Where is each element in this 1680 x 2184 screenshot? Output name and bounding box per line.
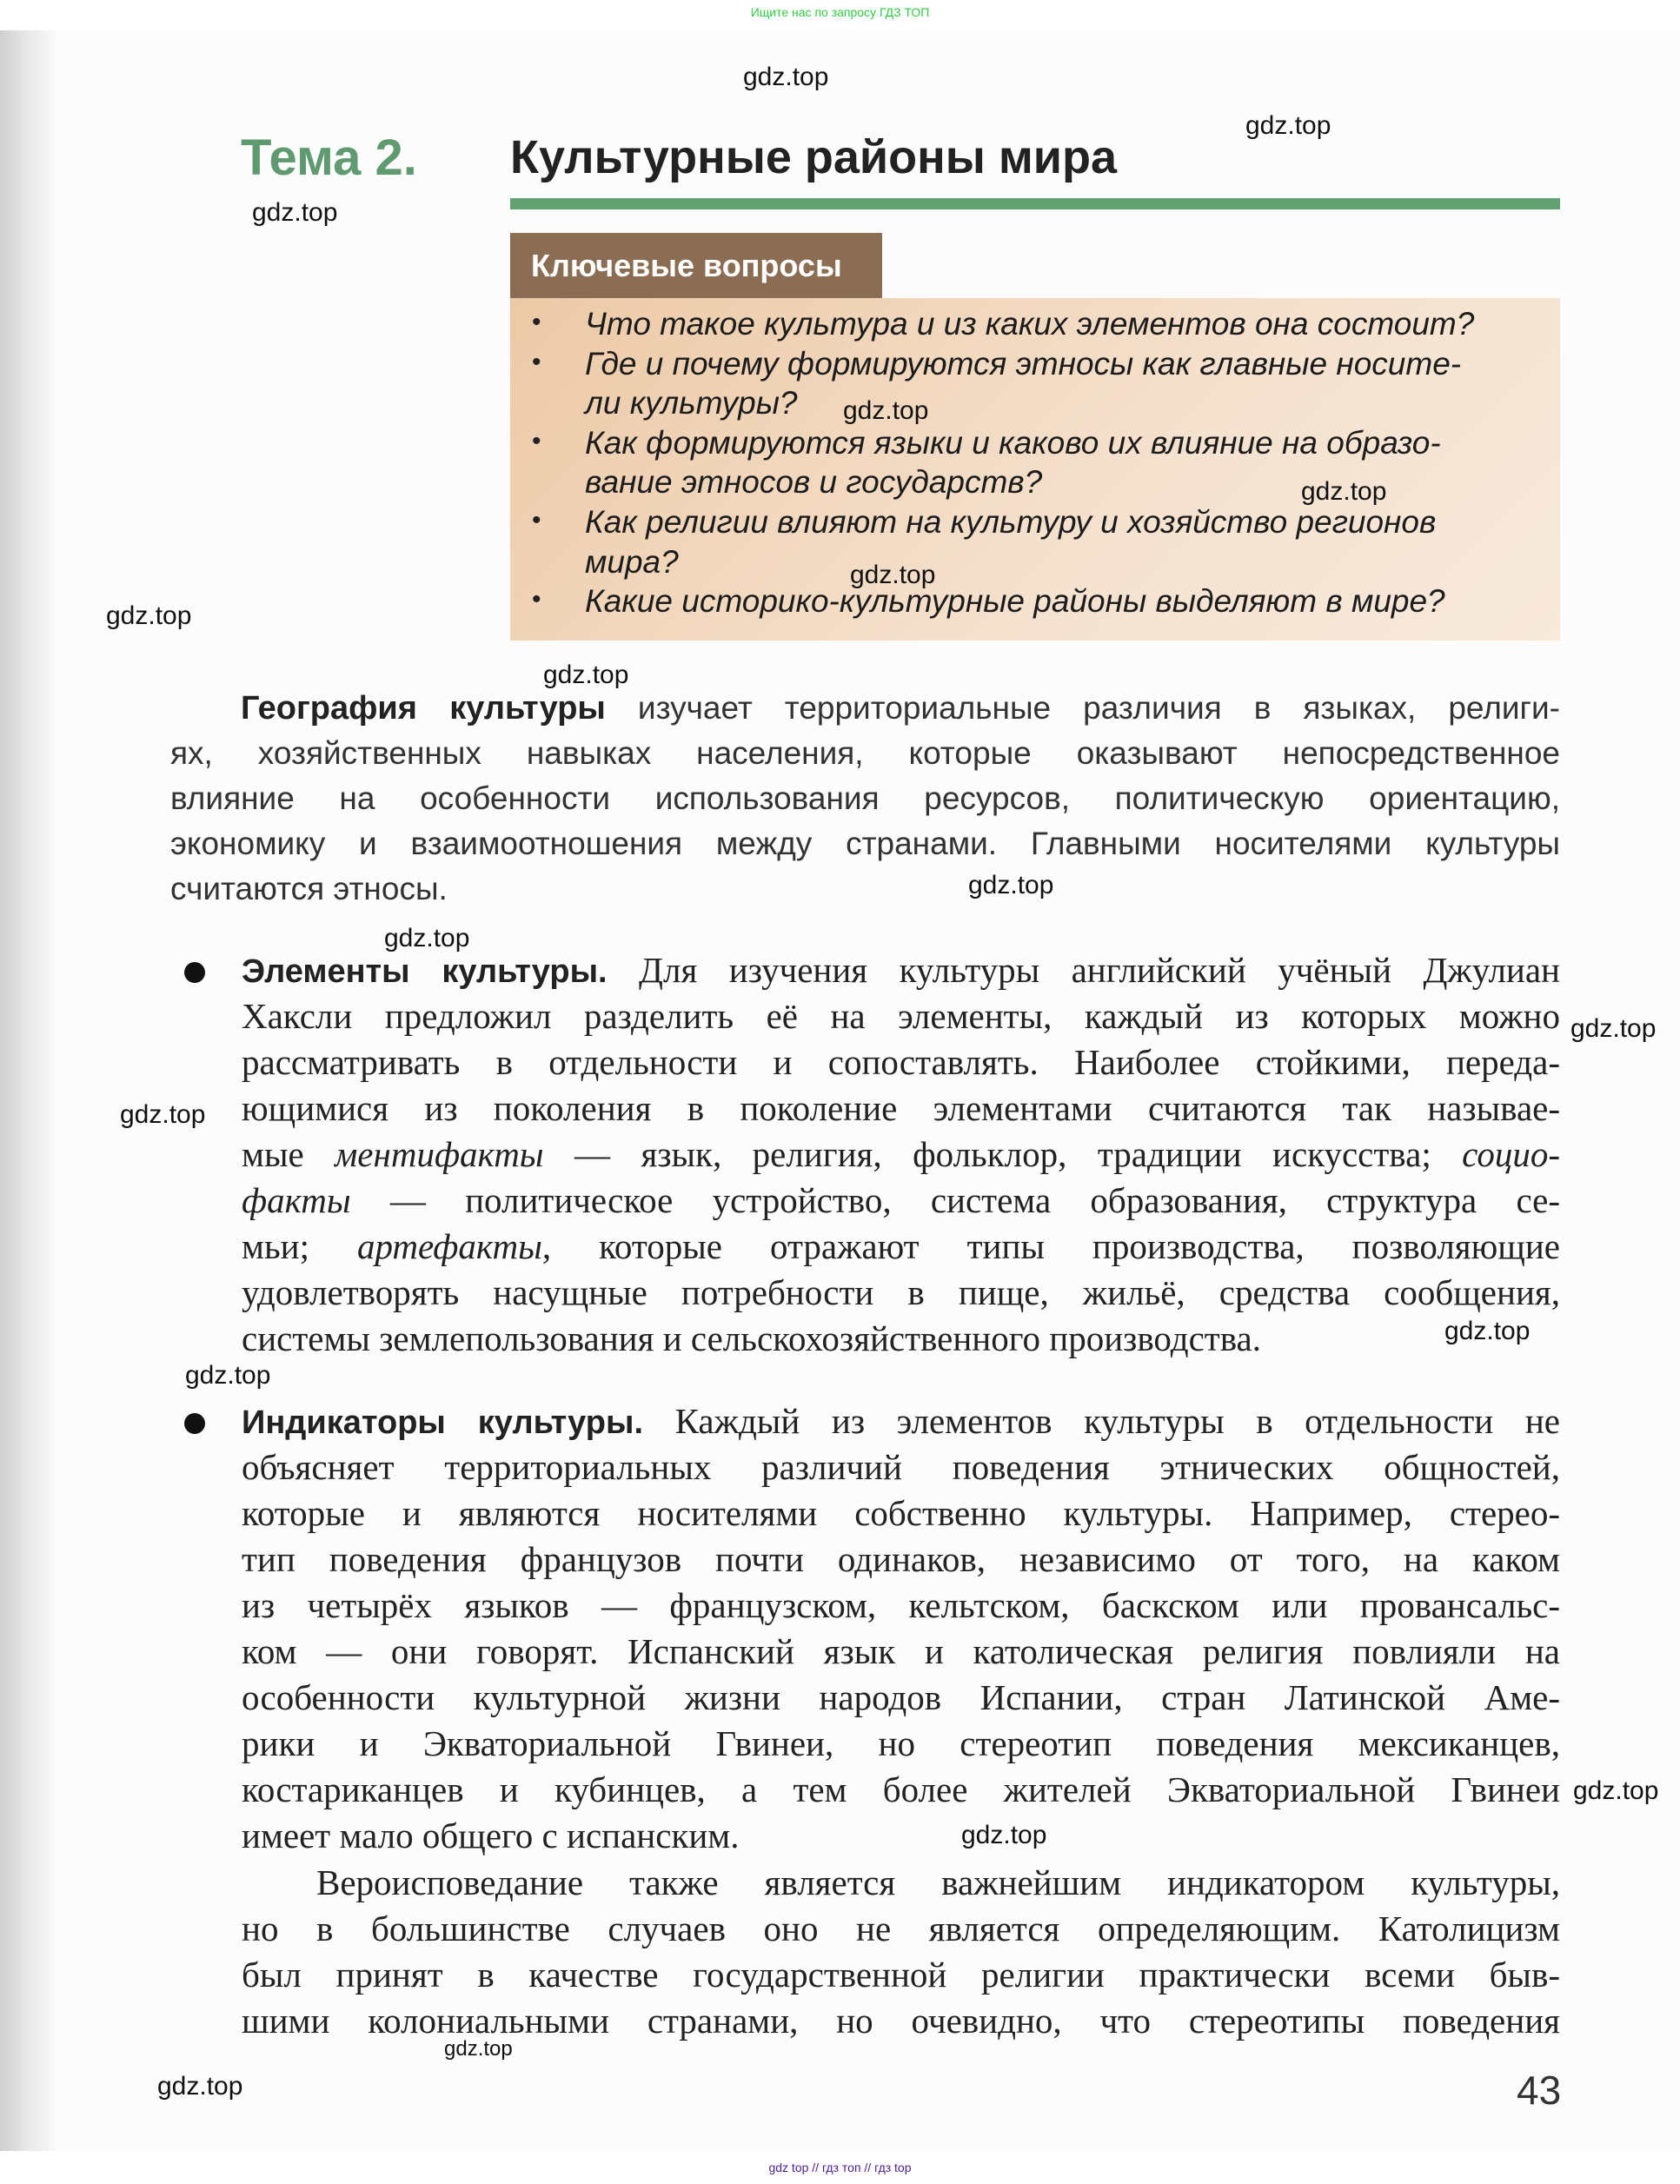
text-run: изучает территориальные различия в языках, религи- bbox=[605, 690, 1561, 726]
key-question-line: Какие историко-культурные районы выделяют в мире? bbox=[585, 583, 1445, 620]
paragraph-line bbox=[242, 1225, 1560, 1267]
watermark-text: gdz.top bbox=[1444, 1317, 1531, 1345]
text-run: рики и Экваториальной Гвинеи, но стереотип поведения мексиканцев, bbox=[242, 1723, 1560, 1763]
bold-term: Элементы культуры. bbox=[242, 953, 608, 990]
watermark-text: gdz.top bbox=[850, 561, 936, 589]
text-run: ком — они говорят. Испанский язык и католическая религия повлияли на bbox=[242, 1631, 1560, 1671]
text-run: Вероисповедание также является важнейшим индикатором культуры, bbox=[316, 1862, 1560, 1902]
text-run: рассматривать в отдельности и сопоставлять. Наиболее стойкими, переда- bbox=[242, 1042, 1560, 1082]
page-title: Культурные районы мира bbox=[510, 131, 1117, 183]
watermark-text: gdz.top bbox=[185, 1361, 271, 1390]
header-note: Ищите нас по запросу ГДЗ ТОП bbox=[750, 5, 930, 19]
text-run: Для изучения культуры английский учёный Джулиан bbox=[607, 950, 1560, 990]
watermark-text: gdz.top bbox=[444, 2037, 513, 2061]
paragraph-line bbox=[242, 1446, 1560, 1488]
paragraph-line bbox=[242, 1400, 1560, 1442]
paragraph-line bbox=[170, 735, 1560, 772]
key-question-line: вание этносов и государств? bbox=[585, 464, 1043, 501]
paragraph-line bbox=[242, 1271, 1560, 1313]
footer-note: gdz top // гдз топ // гдз top bbox=[768, 2161, 912, 2174]
paragraph-line bbox=[242, 1133, 1560, 1175]
italic-term: факты bbox=[242, 1180, 351, 1220]
text-run: системы землепользования и сельскохозяйственного производства. bbox=[242, 1318, 1261, 1358]
text-run: ющимися из поколения в поколение элементами считаются так называе- bbox=[242, 1088, 1560, 1128]
key-question-line: Как религии влияют на культуру и хозяйство регионов bbox=[585, 504, 1437, 540]
paragraph-line bbox=[170, 780, 1560, 817]
watermark-text: gdz.top bbox=[384, 924, 470, 953]
text-run: шими колониальными странами, но очевидно, что стереотипы поведения bbox=[242, 2001, 1560, 2041]
paragraph-line bbox=[242, 995, 1560, 1037]
watermark-text: gdz.top bbox=[1570, 1014, 1657, 1043]
watermark-text: gdz.top bbox=[252, 198, 338, 227]
paragraph-line bbox=[242, 949, 1560, 991]
watermark-text: gdz.top bbox=[1573, 1776, 1659, 1805]
text-run: мьи; bbox=[242, 1226, 357, 1266]
bullet-icon bbox=[184, 1413, 205, 1434]
paragraph-line bbox=[170, 871, 1560, 907]
text-run: имеет мало общего с испанским. bbox=[242, 1816, 740, 1855]
text-run: — политическое устройство, система образования, структура се- bbox=[350, 1180, 1560, 1220]
paragraph-line bbox=[242, 1723, 1560, 1764]
paragraph-line bbox=[242, 1538, 1560, 1580]
key-question-line: мира? bbox=[585, 543, 679, 580]
key-questions-heading: Ключевые вопросы bbox=[510, 233, 882, 298]
watermark-text: gdz.top bbox=[120, 1100, 206, 1129]
text-run: но в большинстве случаев оно не является определяющим. Католицизм bbox=[242, 1909, 1560, 1948]
text-run: мые bbox=[242, 1134, 335, 1174]
watermark-text: gdz.top bbox=[843, 396, 929, 425]
bullet-icon: • bbox=[532, 347, 541, 376]
key-question-line: Где и почему формируются этносы как главные носите- bbox=[585, 345, 1462, 382]
paragraph-line bbox=[241, 690, 1560, 727]
watermark-text: gdz.top bbox=[743, 63, 829, 91]
paragraph-line bbox=[242, 1087, 1560, 1129]
key-question-line: Как формируются языки и каково их влияние на образо- bbox=[585, 424, 1441, 461]
paragraph-line bbox=[242, 1676, 1560, 1718]
topic-number: Тема 2. bbox=[241, 129, 417, 186]
text-run: удовлетворять насущные потребности в пище, жильё, средства сообщения, bbox=[242, 1272, 1560, 1312]
bullet-icon: • bbox=[532, 585, 541, 614]
watermark-text: gdz.top bbox=[968, 871, 1054, 899]
paragraph-line bbox=[242, 1041, 1560, 1083]
paragraph-line bbox=[242, 2000, 1560, 2041]
key-question-line: ли культуры? bbox=[585, 385, 798, 422]
paragraph-line bbox=[242, 1584, 1560, 1626]
paragraph-line bbox=[242, 1179, 1560, 1221]
page-number: 43 bbox=[1517, 2068, 1562, 2113]
bold-term: География культуры bbox=[241, 690, 606, 727]
text-run: особенности культурной жизни народов Испании, стран Латинской Аме- bbox=[242, 1677, 1560, 1717]
paragraph-line bbox=[170, 826, 1560, 862]
text-run: которые и являются носителями собственно культуры. Например, стерео- bbox=[242, 1493, 1560, 1533]
watermark-text: gdz.top bbox=[157, 2072, 243, 2101]
paragraph-line bbox=[242, 1954, 1560, 1995]
text-run: Хаксли предложил разделить её на элементы, каждый из которых можно bbox=[242, 996, 1560, 1036]
watermark-text: gdz.top bbox=[106, 601, 192, 630]
paragraph-line bbox=[316, 1862, 1560, 1903]
text-run: , которые отражают типы производства, позволяющие bbox=[541, 1226, 1560, 1266]
bullet-icon: • bbox=[532, 426, 541, 455]
paragraph-line bbox=[242, 1908, 1560, 1949]
italic-term: артефакты bbox=[356, 1226, 542, 1266]
bullet-icon bbox=[184, 962, 205, 983]
text-run: тип поведения французов почти одинаков, независимо от того, на каком bbox=[242, 1539, 1560, 1579]
bullet-icon: • bbox=[532, 308, 541, 336]
watermark-text: gdz.top bbox=[961, 1821, 1047, 1849]
key-question-line: Что такое культура и из каких элементов она состоит? bbox=[585, 306, 1475, 342]
title-underline bbox=[510, 198, 1560, 209]
paragraph-line bbox=[242, 1318, 1560, 1359]
text-run: — язык, религия, фольклор, традиции искусства; bbox=[543, 1134, 1463, 1174]
paragraph-line bbox=[242, 1492, 1560, 1534]
page-binding-shadow bbox=[0, 30, 56, 2151]
bullet-icon: • bbox=[532, 506, 541, 534]
watermark-text: gdz.top bbox=[1245, 111, 1331, 140]
text-run: из четырёх языков — французском, кельтском, баскском или провансальс- bbox=[242, 1585, 1560, 1625]
text-run: ях, хозяйственных навыках населения, которые оказывают непосредственное bbox=[170, 735, 1560, 771]
paragraph-line bbox=[242, 1815, 1560, 1856]
text-run: влияние на особенности использования ресурсов, политическую ориентацию, bbox=[170, 780, 1560, 816]
paragraph-line bbox=[242, 1630, 1560, 1672]
text-run: считаются этносы. bbox=[170, 871, 448, 906]
text-run: Каждый из элементов культуры в отдельности не bbox=[643, 1401, 1560, 1441]
bold-term: Индикаторы культуры. bbox=[242, 1404, 644, 1441]
text-run: был принят в качестве государственной религии практически всеми быв- bbox=[242, 1955, 1560, 1995]
italic-term: социо- bbox=[1462, 1134, 1560, 1174]
text-run: экономику и взаимоотношения между странами. Главными носителями культуры bbox=[170, 826, 1560, 861]
paragraph-line bbox=[242, 1769, 1560, 1810]
text-run: костариканцев и кубинцев, а тем более жителей Экваториальной Гвинеи bbox=[242, 1769, 1560, 1809]
text-run: объясняет территориальных различий поведения этнических общностей, bbox=[242, 1447, 1560, 1487]
watermark-text: gdz.top bbox=[1301, 477, 1387, 506]
italic-term: ментифакты bbox=[335, 1134, 544, 1174]
watermark-text: gdz.top bbox=[543, 661, 629, 689]
